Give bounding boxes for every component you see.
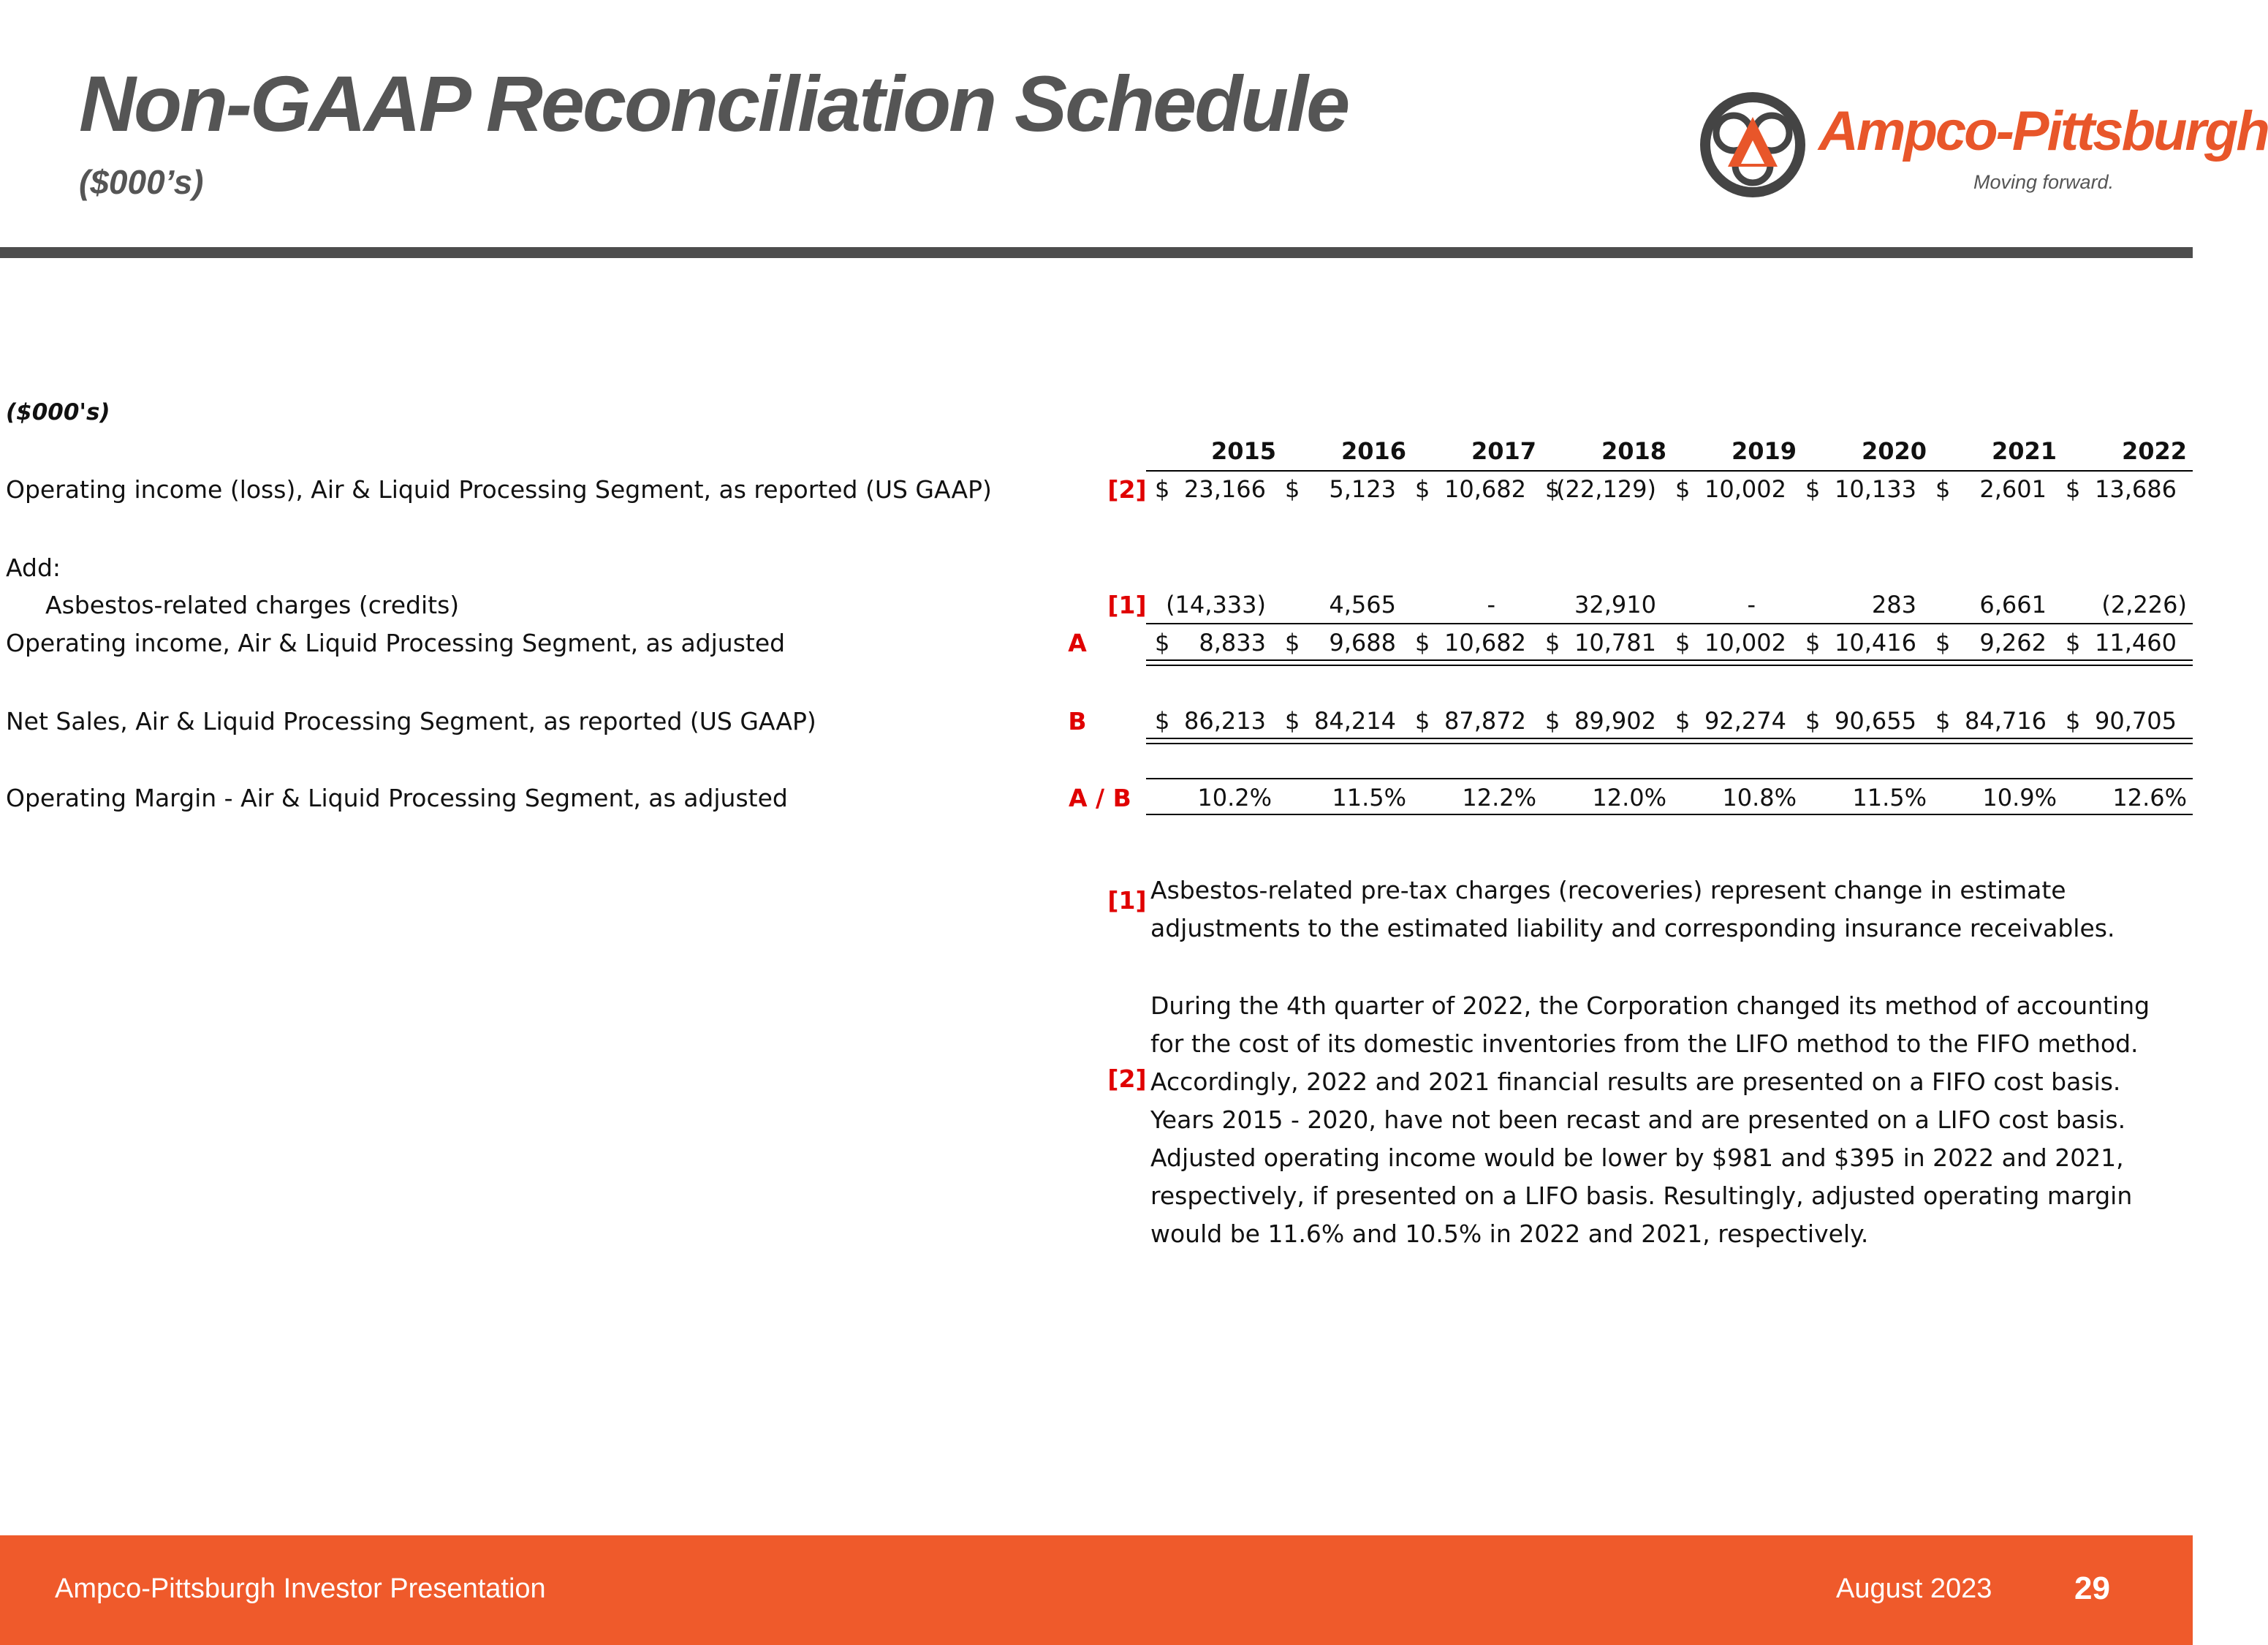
unit-note: ($000's) [6, 399, 110, 426]
dollar-sign: $ [1285, 475, 1300, 503]
double-underline [1146, 738, 2193, 739]
dollar-sign: $ [1415, 475, 1430, 503]
double-underline [1146, 659, 2193, 661]
cell-value: 5,123 [1329, 475, 1396, 503]
cell-value: 10,002 [1704, 629, 1786, 657]
year-header: 2020 [1861, 437, 1927, 465]
cell-value: 11,460 [2095, 629, 2177, 657]
cell-value: 84,214 [1314, 707, 1396, 735]
cell-value: 11.5% [1332, 784, 1406, 812]
cell-value: 12.6% [2112, 784, 2187, 812]
cell-value: 86,213 [1184, 707, 1266, 735]
header-underline [1146, 470, 2193, 472]
year-header: 2021 [1991, 437, 2057, 465]
cell-value: 10,133 [1835, 475, 1916, 503]
header-divider [0, 247, 2193, 258]
table-cell [1406, 591, 1536, 620]
year-header: 2022 [2121, 437, 2187, 465]
table-cell [1146, 591, 1276, 620]
row-label-add: Add: [6, 553, 61, 582]
cell-value: 9,688 [1329, 629, 1396, 657]
dollar-sign: $ [1545, 475, 1560, 503]
dollar-sign: $ [1935, 629, 1951, 657]
row-label-asbestos-charges: Asbestos-related charges (credits) [45, 591, 460, 619]
table-cell [1146, 707, 1276, 736]
cell-value: 10.8% [1722, 784, 1797, 812]
footnote-marker: [2] [1107, 1064, 1147, 1093]
table-cell [1666, 784, 1797, 813]
row-label-operating-income-reported: Operating income (loss), Air & Liquid Processing Segment, as reported (US GAAP) [6, 475, 992, 504]
footer-date: August 2023 [1836, 1573, 1992, 1604]
table-cell [2057, 629, 2187, 658]
table-cell [1666, 591, 1797, 620]
subtotal-line [1146, 623, 2193, 624]
table-cell [1666, 707, 1797, 736]
dollar-sign: $ [2066, 475, 2081, 503]
table-cell [1927, 784, 2057, 813]
table-cell [1797, 475, 1927, 504]
table-cell [1406, 707, 1536, 736]
table-cell [1536, 591, 1666, 620]
table-cell [1146, 784, 1276, 813]
table-cell [1276, 591, 1406, 620]
cell-value: 2,601 [1979, 475, 2047, 503]
dollar-sign: $ [1285, 707, 1300, 735]
table-cell [1927, 707, 2057, 736]
cell-value: 9,262 [1979, 629, 2047, 657]
table-cell [1536, 784, 1666, 813]
cell-value: (14,333) [1166, 591, 1266, 619]
cell-value: 23,166 [1184, 475, 1266, 503]
table-cell [1276, 784, 1406, 813]
dollar-sign: $ [1935, 707, 1951, 735]
page-title: Non-GAAP Reconciliation Schedule [79, 59, 1349, 148]
cell-value: 10,781 [1574, 629, 1656, 657]
cell-value: 13,686 [2095, 475, 2177, 503]
table-cell [2057, 707, 2187, 736]
row-label-operating-income-adjusted: Operating income, Air & Liquid Processing Segment, as adjusted [6, 629, 786, 657]
year-header: 2019 [1731, 437, 1797, 465]
cell-value: 87,872 [1444, 707, 1526, 735]
cell-value: 92,274 [1704, 707, 1786, 735]
table-cell [1797, 591, 1927, 620]
cell-value: - [1747, 591, 1756, 619]
dollar-sign: $ [1155, 707, 1170, 735]
footer-bar [0, 1535, 2193, 1645]
page-number: 29 [2074, 1570, 2110, 1606]
logo-wordmark: Ampco-Pittsburgh [1818, 100, 2268, 162]
dollar-sign: $ [1675, 475, 1691, 503]
page-subtitle: ($000’s) [79, 163, 204, 201]
row-marker: A / B [1069, 784, 1131, 812]
table-cell [2057, 475, 2187, 504]
footnote-lifo-fifo: During the 4th quarter of 2022, the Corporation changed its method of accounting for the cost of its domestic inventories from the LIFO method to the FIFO method. Accordingly, 2022 and 2021 financial results are presented on a FIFO cost basis. Years 2015 - 2020, have not been recast and are presented on a LIFO cost basis. Adjusted operating income would be lower by $981 and $395 in 2022 and 2021, respectively, if presented on a LIFO basis. Resultingly, adjusted operating margin would be 11.6% and 10.5% in 2022 and 2021, respectively. [1150, 991, 2150, 1248]
footnote-marker: [1] [1107, 886, 1147, 915]
table-cell [1406, 784, 1536, 813]
cell-value: (22,129) [1556, 475, 1656, 503]
year-header: 2016 [1340, 437, 1406, 465]
cell-value: 11.5% [1852, 784, 1927, 812]
year-header: 2017 [1471, 437, 1536, 465]
table-cell [1406, 629, 1536, 658]
table-cell [1536, 707, 1666, 736]
cell-value: 10,682 [1444, 629, 1526, 657]
row-label-operating-margin: Operating Margin - Air & Liquid Processing Segment, as adjusted [6, 784, 788, 812]
dollar-sign: $ [1805, 475, 1821, 503]
ampco-emblem-icon [1696, 88, 1810, 202]
cell-value: 8,833 [1199, 629, 1266, 657]
table-cell [1276, 629, 1406, 658]
table-cell [1666, 629, 1797, 658]
cell-value: 10,002 [1704, 475, 1786, 503]
cell-value: 12.0% [1592, 784, 1666, 812]
row-label-net-sales: Net Sales, Air & Liquid Processing Segment, as reported (US GAAP) [6, 707, 816, 735]
footnote-asbestos: Asbestos-related pre-tax charges (recoveries) represent change in estimate adjustments to the estimated liability and corresponding insurance receivables. [1150, 876, 2115, 942]
cell-value: 84,716 [1965, 707, 2047, 735]
table-cell [1927, 475, 2057, 504]
table-cell [2057, 784, 2187, 813]
dollar-sign: $ [1155, 475, 1170, 503]
table-cell [1536, 629, 1666, 658]
cell-value: 90,705 [2095, 707, 2177, 735]
year-header: 2015 [1210, 437, 1276, 465]
double-underline [1146, 743, 2193, 744]
logo-tagline: Moving forward. [1973, 171, 2115, 193]
dollar-sign: $ [1805, 629, 1821, 657]
cell-value: (2,226) [2101, 591, 2187, 619]
footer-presentation-title: Ampco-Pittsburgh Investor Presentation [55, 1573, 546, 1604]
table-cell [1406, 475, 1536, 504]
company-logo [1696, 80, 2268, 205]
cell-value: 32,910 [1574, 591, 1656, 619]
cell-value: - [1487, 591, 1495, 619]
dollar-sign: $ [1415, 629, 1430, 657]
table-cell [1146, 629, 1276, 658]
margin-overline [1146, 778, 2193, 779]
table-cell [2057, 591, 2187, 620]
cell-value: 12.2% [1462, 784, 1536, 812]
row-marker: B [1068, 707, 1087, 735]
cell-value: 283 [1871, 591, 1916, 619]
cell-value: 10,416 [1835, 629, 1916, 657]
dollar-sign: $ [1285, 629, 1300, 657]
year-header: 2018 [1601, 437, 1666, 465]
dollar-sign: $ [1935, 475, 1951, 503]
margin-underline [1146, 814, 2193, 815]
dollar-sign: $ [1155, 629, 1170, 657]
footnote-ref: [1] [1107, 591, 1147, 619]
dollar-sign: $ [2066, 707, 2081, 735]
dollar-sign: $ [1545, 707, 1560, 735]
table-cell [1146, 475, 1276, 504]
footnote-ref: [2] [1107, 475, 1147, 504]
dollar-sign: $ [1545, 629, 1560, 657]
double-underline [1146, 665, 2193, 666]
table-cell [1536, 475, 1666, 504]
table-cell [1927, 629, 2057, 658]
cell-value: 89,902 [1574, 707, 1656, 735]
table-cell [1927, 591, 2057, 620]
cell-value: 90,655 [1835, 707, 1916, 735]
table-cell [1276, 707, 1406, 736]
table-cell [1797, 784, 1927, 813]
cell-value: 6,661 [1979, 591, 2047, 619]
dollar-sign: $ [1415, 707, 1430, 735]
table-cell [1797, 629, 1927, 658]
dollar-sign: $ [1675, 707, 1691, 735]
row-marker: A [1068, 629, 1087, 657]
cell-value: 10.9% [1982, 784, 2057, 812]
table-cell [1666, 475, 1797, 504]
dollar-sign: $ [1675, 629, 1691, 657]
table-cell [1276, 475, 1406, 504]
dollar-sign: $ [1805, 707, 1821, 735]
cell-value: 10.2% [1197, 784, 1272, 812]
cell-value: 4,565 [1329, 591, 1396, 619]
cell-value: 10,682 [1444, 475, 1526, 503]
table-cell [1797, 707, 1927, 736]
dollar-sign: $ [2066, 629, 2081, 657]
